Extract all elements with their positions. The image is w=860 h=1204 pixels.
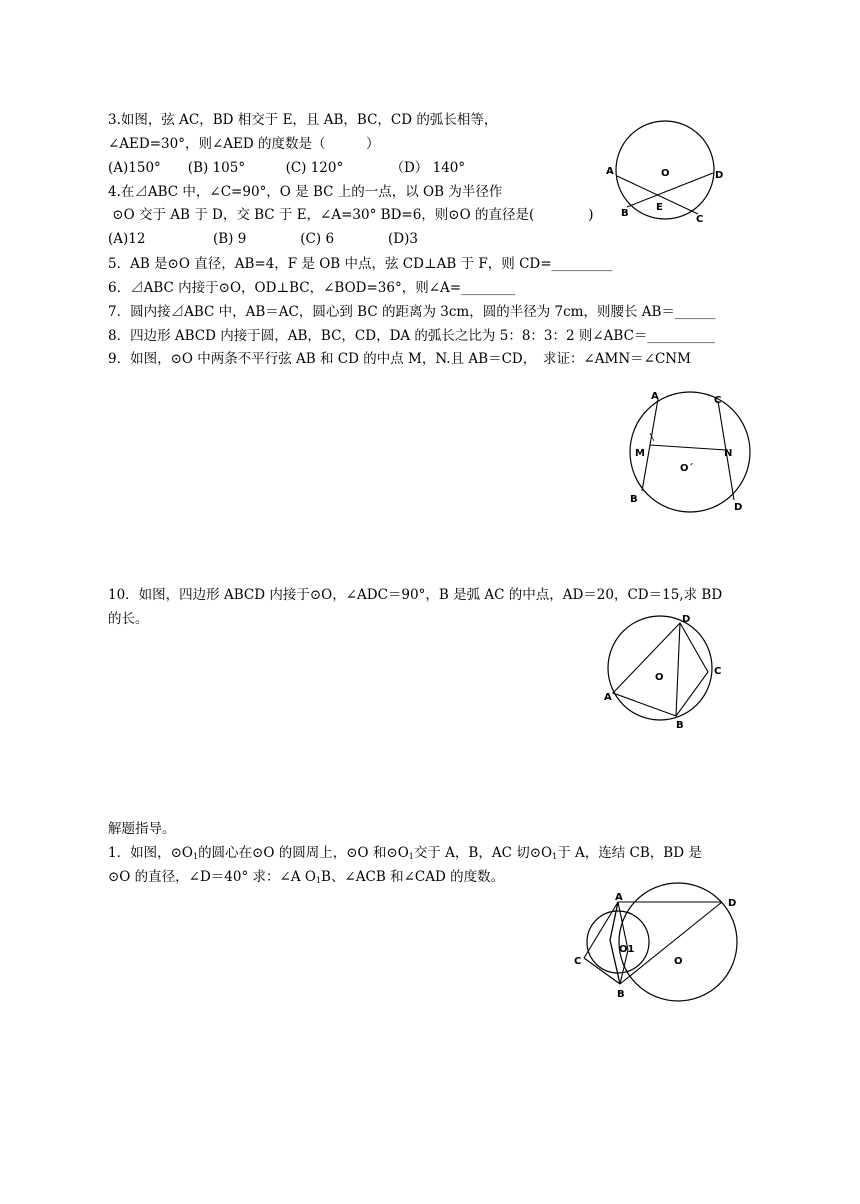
q10-diagonal-bd — [676, 623, 680, 716]
q9-label-b: B — [630, 494, 638, 505]
guide-circle-o — [619, 883, 737, 1001]
q6-text: 6．⊿ABC 内接于⊙O，OD⊥BC，∠BOD=36°，则∠A=________ — [108, 280, 516, 296]
q5-text: 5．AB 是⊙O 直径，AB=4，F 是 OB 中点，弦 CD⊥AB 于 F，则 CD=_________ — [108, 256, 613, 272]
q10-label-a: A — [604, 692, 612, 703]
q7-text: 7．圆内接⊿ABC 中，AB＝AC，圆心到 BC 的距离为 3cm，圆的半径为 7cm，则腰长 AB＝______ — [108, 304, 716, 320]
q4-options: (A)12 (B) 9 (C) 6 (D)3 — [108, 231, 418, 247]
guide-label-b: B — [617, 989, 625, 1000]
q3-label-d: D — [715, 170, 724, 181]
q10-label-o: O — [655, 672, 664, 683]
q3-label-o: O — [661, 168, 670, 179]
q10-line1: 10．如图，四边形 ABCD 内接于⊙O，∠ADC＝90°，B 是弧 AC 的中点，AD＝20，CD＝15,求 BD — [108, 587, 723, 603]
guide-label-o1: O1 — [619, 944, 635, 955]
q9-label-a: A — [651, 391, 659, 402]
q9-label-o: O´ — [680, 463, 694, 474]
guide-line2: ⊙O 的直径，∠D＝40° 求：∠A $O_1B$、∠ACB 和∠CAD 的度数。 — [108, 869, 505, 885]
guide-line-bd — [620, 902, 722, 984]
q9-segment-mn — [650, 445, 726, 450]
q10-circle — [608, 616, 712, 720]
guide-circle-o1 — [587, 911, 649, 973]
q10-label-d: D — [682, 614, 691, 625]
q3-label-a: A — [606, 166, 614, 177]
q4-line1: 4.在⊿ABC 中，∠C=90°，O 是 BC 上的一点，以 OB 为半径作 — [108, 184, 503, 200]
q10-line2: 的长。 — [108, 611, 149, 627]
q9-label-m: M — [635, 448, 645, 459]
q8-text: 8．四边形 ABCD 内接于圆，AB，BC，CD，DA 的弧长之比为 5：8：3：2 则∠ABC＝__________ — [108, 328, 715, 344]
guide-label-d: D — [728, 898, 737, 909]
q3-label-e: E — [656, 202, 663, 213]
guide-heading: 解题指导。 — [108, 821, 176, 837]
q10-label-c: C — [714, 666, 722, 677]
q3-options: (A)150° (B) 105° (C) 120° （D） 140° — [108, 160, 466, 176]
guide-label-c: C — [574, 956, 582, 967]
q4-line2: ⊙O 交于 AB 于 D，交 BC 于 E，∠A=30° BD=6，则⊙O 的直径是( ) — [108, 207, 594, 223]
q9-label-n: N — [724, 448, 733, 459]
q3-chord-bd — [627, 173, 713, 207]
q9-label-d: D — [734, 502, 743, 513]
q9-text: 9．如图，⊙O 中两条不平行弦 AB 和 CD 的中点 M，N.且 AB＝CD， 求证：∠AMN＝∠CNM — [108, 351, 691, 367]
q3-line2: ∠AED=30°，则∠AED 的度数是（ ） — [108, 136, 380, 152]
q3-label-b: B — [621, 208, 629, 219]
q3-label-c: C — [696, 214, 704, 225]
q3-figure — [600, 118, 730, 228]
q9-label-c: C — [714, 395, 722, 406]
q10-quadrilateral — [613, 623, 708, 716]
guide-line1: 1．如图，$⊙O_1$的圆心在⊙O 的圆周上，⊙O 和$⊙O_1$交于 A，B，AC 切$⊙O_1$于 A，连结 CB，BD 是 — [108, 845, 702, 861]
q10-label-b: B — [676, 720, 684, 731]
q10-figure — [598, 610, 733, 735]
guide-label-a: A — [615, 892, 623, 903]
q9-figure — [620, 385, 760, 520]
guide-label-o: O — [674, 956, 683, 967]
q3-line1: 3.如图，弦 AC，BD 相交于 E，且 AB，BC，CD 的弧长相等， — [108, 112, 498, 128]
guide-figure — [570, 880, 755, 1010]
